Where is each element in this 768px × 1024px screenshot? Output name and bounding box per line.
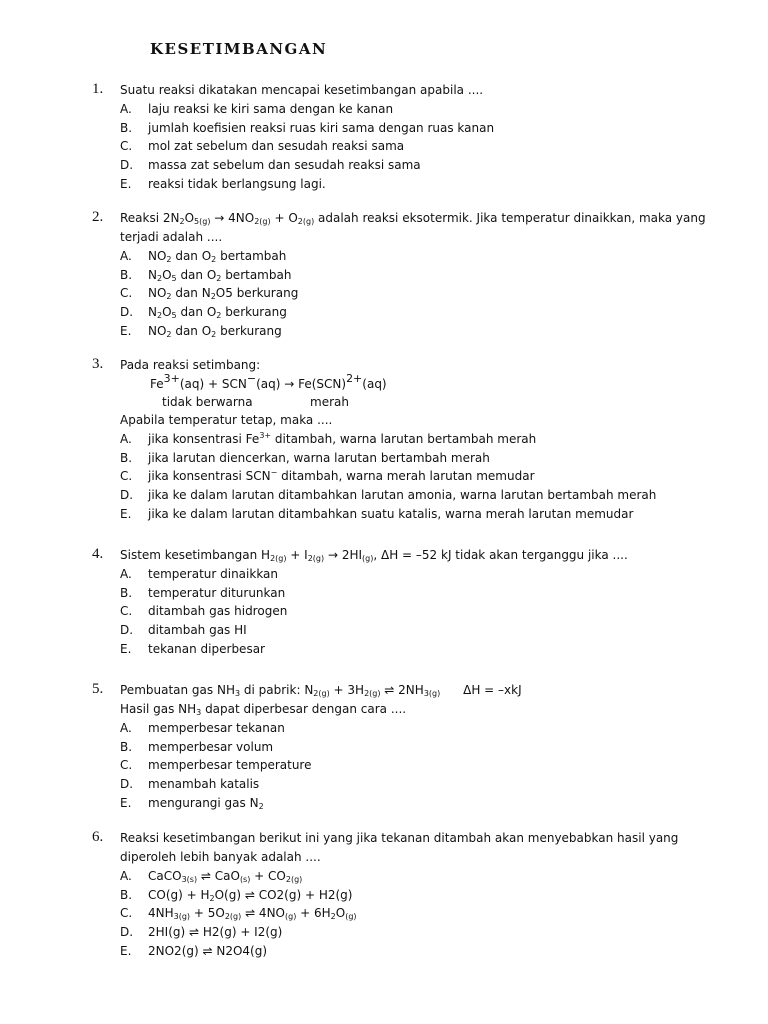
document-title: KESETIMBANGAN <box>150 40 328 58</box>
option-e: E. tekanan diperbesar <box>120 641 265 656</box>
question-1 <box>92 81 732 194</box>
option-b: B. jumlah koefisien reaksi ruas kiri sama dengan ruas kanan <box>120 120 495 135</box>
option-c: C. $4NH_{3(g)} + 5O_{2(g)}$ ⇌ $4NO_{(g)} + 6H_2O_{(g)}$ <box>120 906 357 922</box>
reaction-equation: $Fe^{3+}(aq) + SCN^-(aq) \to Fe(SCN)^{2+}(aq)$ <box>150 372 387 391</box>
question-3 <box>92 356 732 524</box>
option-e: E. 2NO2(g) ⇌ N2O4(g) <box>120 943 268 958</box>
option-d: D. $N_2O_5$ dan $O_2$ berkurang <box>120 305 287 321</box>
option-c: C. $NO_2$ dan $N_2O5$ berkurang <box>120 286 299 302</box>
question-text: Suatu reaksi dikatakan mencapai kesetimbangan apabila .... <box>120 83 484 97</box>
option-a: A. jika konsentrasi $Fe^{3+}$ ditambah, warna larutan bertambah merah <box>120 431 537 446</box>
option-d: D. massa zat sebelum dan sesudah reaksi sama <box>120 158 421 173</box>
question-text: Pembuatan gas $NH_3$ di pabrik: $N_{2(g)} + 3H_{2(g)}$ ⇌ $2NH_{3(g)}$ ΔH = –xkJ <box>120 683 522 698</box>
option-d: D. jika ke dalam larutan ditambahkan larutan amonia, warna larutan bertambah merah <box>120 488 657 503</box>
question-number: 1. <box>92 81 104 97</box>
question-text: Pada reaksi setimbang: <box>120 358 261 372</box>
question-text-2: Apabila temperatur tetap, maka .... <box>120 413 333 427</box>
option-b: B. $CO(g) + H_2O(g)$ ⇌ CO2(g) + H2(g) <box>120 887 353 903</box>
option-b: B. memperbesar volum <box>120 739 274 754</box>
question-4 <box>92 546 732 659</box>
option-b: B. jika larutan diencerkan, warna larutan bertambah merah <box>120 450 490 465</box>
label-colorless: tidak berwarna <box>162 395 253 409</box>
question-text: Reaksi kesetimbangan berikut ini yang jika tekanan ditambah akan menyebabkan hasil yang diperoleh lebih banyak adalah .... <box>120 831 679 864</box>
option-a: A. CaCO$_{3(s)}$ ⇌ $CaO_{(s)} + CO_{2(g)}$ <box>120 869 303 884</box>
option-a: A. $NO_2$ dan $O_2$ bertambah <box>120 249 287 264</box>
question-text: Sistem kesetimbangan $H_{2(g)} + I_{2(g)} \to 2HI_{(g)}$, ΔH = –52 kJ tidak akan terganggu jika .... <box>120 548 628 563</box>
option-b: B. temperatur diturunkan <box>120 585 286 600</box>
question-number: 5. <box>92 681 104 697</box>
option-e: E. jika ke dalam larutan ditambahkan suatu katalis, warna merah larutan memudar <box>120 506 634 521</box>
option-a: A. temperatur dinaikkan <box>120 567 279 581</box>
option-e: E. mengurangi gas $N_2$ <box>120 795 264 811</box>
question-number: 4. <box>92 546 104 562</box>
option-e: E. reaksi tidak berlangsung lagi. <box>120 176 326 191</box>
question-6 <box>92 829 732 961</box>
option-e: E. $NO_2$ dan $O_2$ berkurang <box>120 323 282 339</box>
option-d: D. ditambah gas HI <box>120 623 247 638</box>
option-c: C. mol zat sebelum dan sesudah reaksi sama <box>120 139 405 154</box>
option-a: A. memperbesar tekanan <box>120 721 285 735</box>
question-text: Reaksi $2N_2O_{5(g)} \to 4NO_{2(g)} + O_{2(g)}$ adalah reaksi eksotermik. Jika temperatur dinaikkan, maka yang terjadi adalah .... <box>120 211 706 244</box>
option-b: B. $N_2O_5$ dan $O_2$ bertambah <box>120 267 292 283</box>
option-d: D. menambah katalis <box>120 777 260 792</box>
label-red: merah <box>310 395 349 409</box>
option-c: C. memperbesar temperature <box>120 758 312 773</box>
option-a: A. laju reaksi ke kiri sama dengan ke kanan <box>120 102 394 116</box>
question-number: 3. <box>92 356 104 372</box>
question-number: 6. <box>92 829 104 845</box>
option-c: C. ditambah gas hidrogen <box>120 604 288 619</box>
question-text-2: Hasil gas $NH_3$ dapat diperbesar dengan cara .... <box>120 702 407 717</box>
question-2 <box>92 209 732 341</box>
option-c: C. jika konsentrasi SCN− ditambah, warna merah larutan memudar <box>120 468 535 484</box>
question-5 <box>92 681 732 813</box>
equation-labels <box>162 394 732 411</box>
option-d: D. 2HI(g) ⇌ H2(g) + I2(g) <box>120 925 283 940</box>
question-number: 2. <box>92 209 104 225</box>
